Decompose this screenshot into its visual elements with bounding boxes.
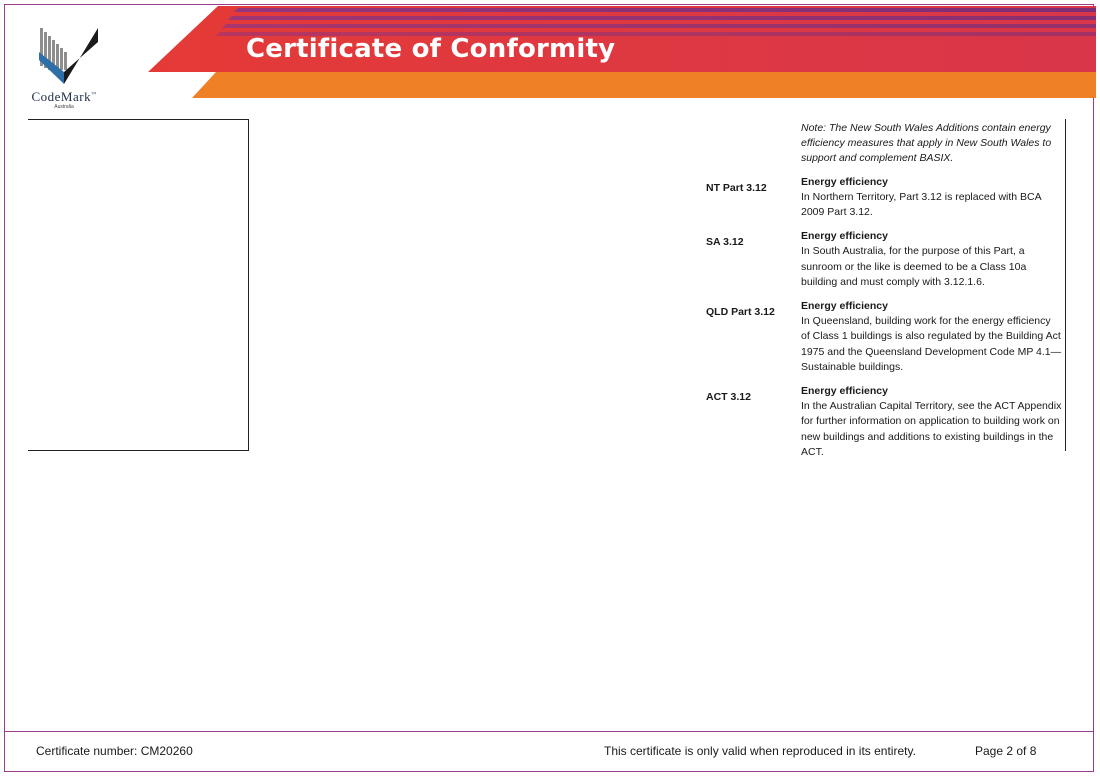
entry-qld — [706, 299, 1062, 375]
entry-heading: Energy efficiency — [801, 300, 888, 313]
logo-subtitle: Australia — [54, 104, 74, 110]
page-number: Page 2 of 8 — [975, 744, 1037, 758]
content-column — [706, 121, 1062, 469]
entry-text: In the Australian Capital Territory, see the ACT Appendix for further information on application to building work on new buildings and additions to existing buildings in the ACT. — [801, 400, 1062, 458]
entry-heading: Energy efficiency — [801, 230, 888, 243]
page-title: Certificate of Conformity — [246, 34, 616, 64]
entry-act — [706, 384, 1062, 460]
entry-text: In South Australia, for the purpose of this Part, a sunroom or the like is deemed to be a Class 10a building and must comply with 3.12.1.6. — [801, 245, 1027, 288]
note-text: Note: The New South Wales Additions contain energy efficiency measures that apply in New South Wales to support and complement BASIX. — [801, 122, 1052, 165]
entry-text: In Queensland, building work for the energy efficiency of Class 1 buildings is also regulated by the Building Act 1975 and the Queensland Development Code MP 4.1—Sustainable buildings. — [801, 315, 1062, 373]
left-empty-panel — [28, 119, 249, 451]
entry-code: NT Part 3.12 — [706, 181, 767, 194]
entry-nt — [706, 175, 1062, 221]
entry-heading: Energy efficiency — [801, 385, 888, 398]
entry-code: QLD Part 3.12 — [706, 306, 775, 319]
validity-notice: This certificate is only valid when reproduced in its entirety. — [604, 744, 916, 758]
entry-code: SA 3.12 — [706, 236, 744, 249]
footer-divider — [4, 731, 1094, 732]
right-column-rule — [1065, 119, 1066, 451]
entry-sa — [706, 229, 1062, 290]
logo-wordmark: CodeMark™ — [31, 89, 97, 104]
entry-code: ACT 3.12 — [706, 391, 751, 404]
certificate-number: Certificate number: CM20260 — [36, 744, 193, 758]
entry-heading: Energy efficiency — [801, 175, 888, 188]
entry-text: In Northern Territory, Part 3.12 is replaced with BCA 2009 Part 3.12. — [801, 190, 1042, 219]
